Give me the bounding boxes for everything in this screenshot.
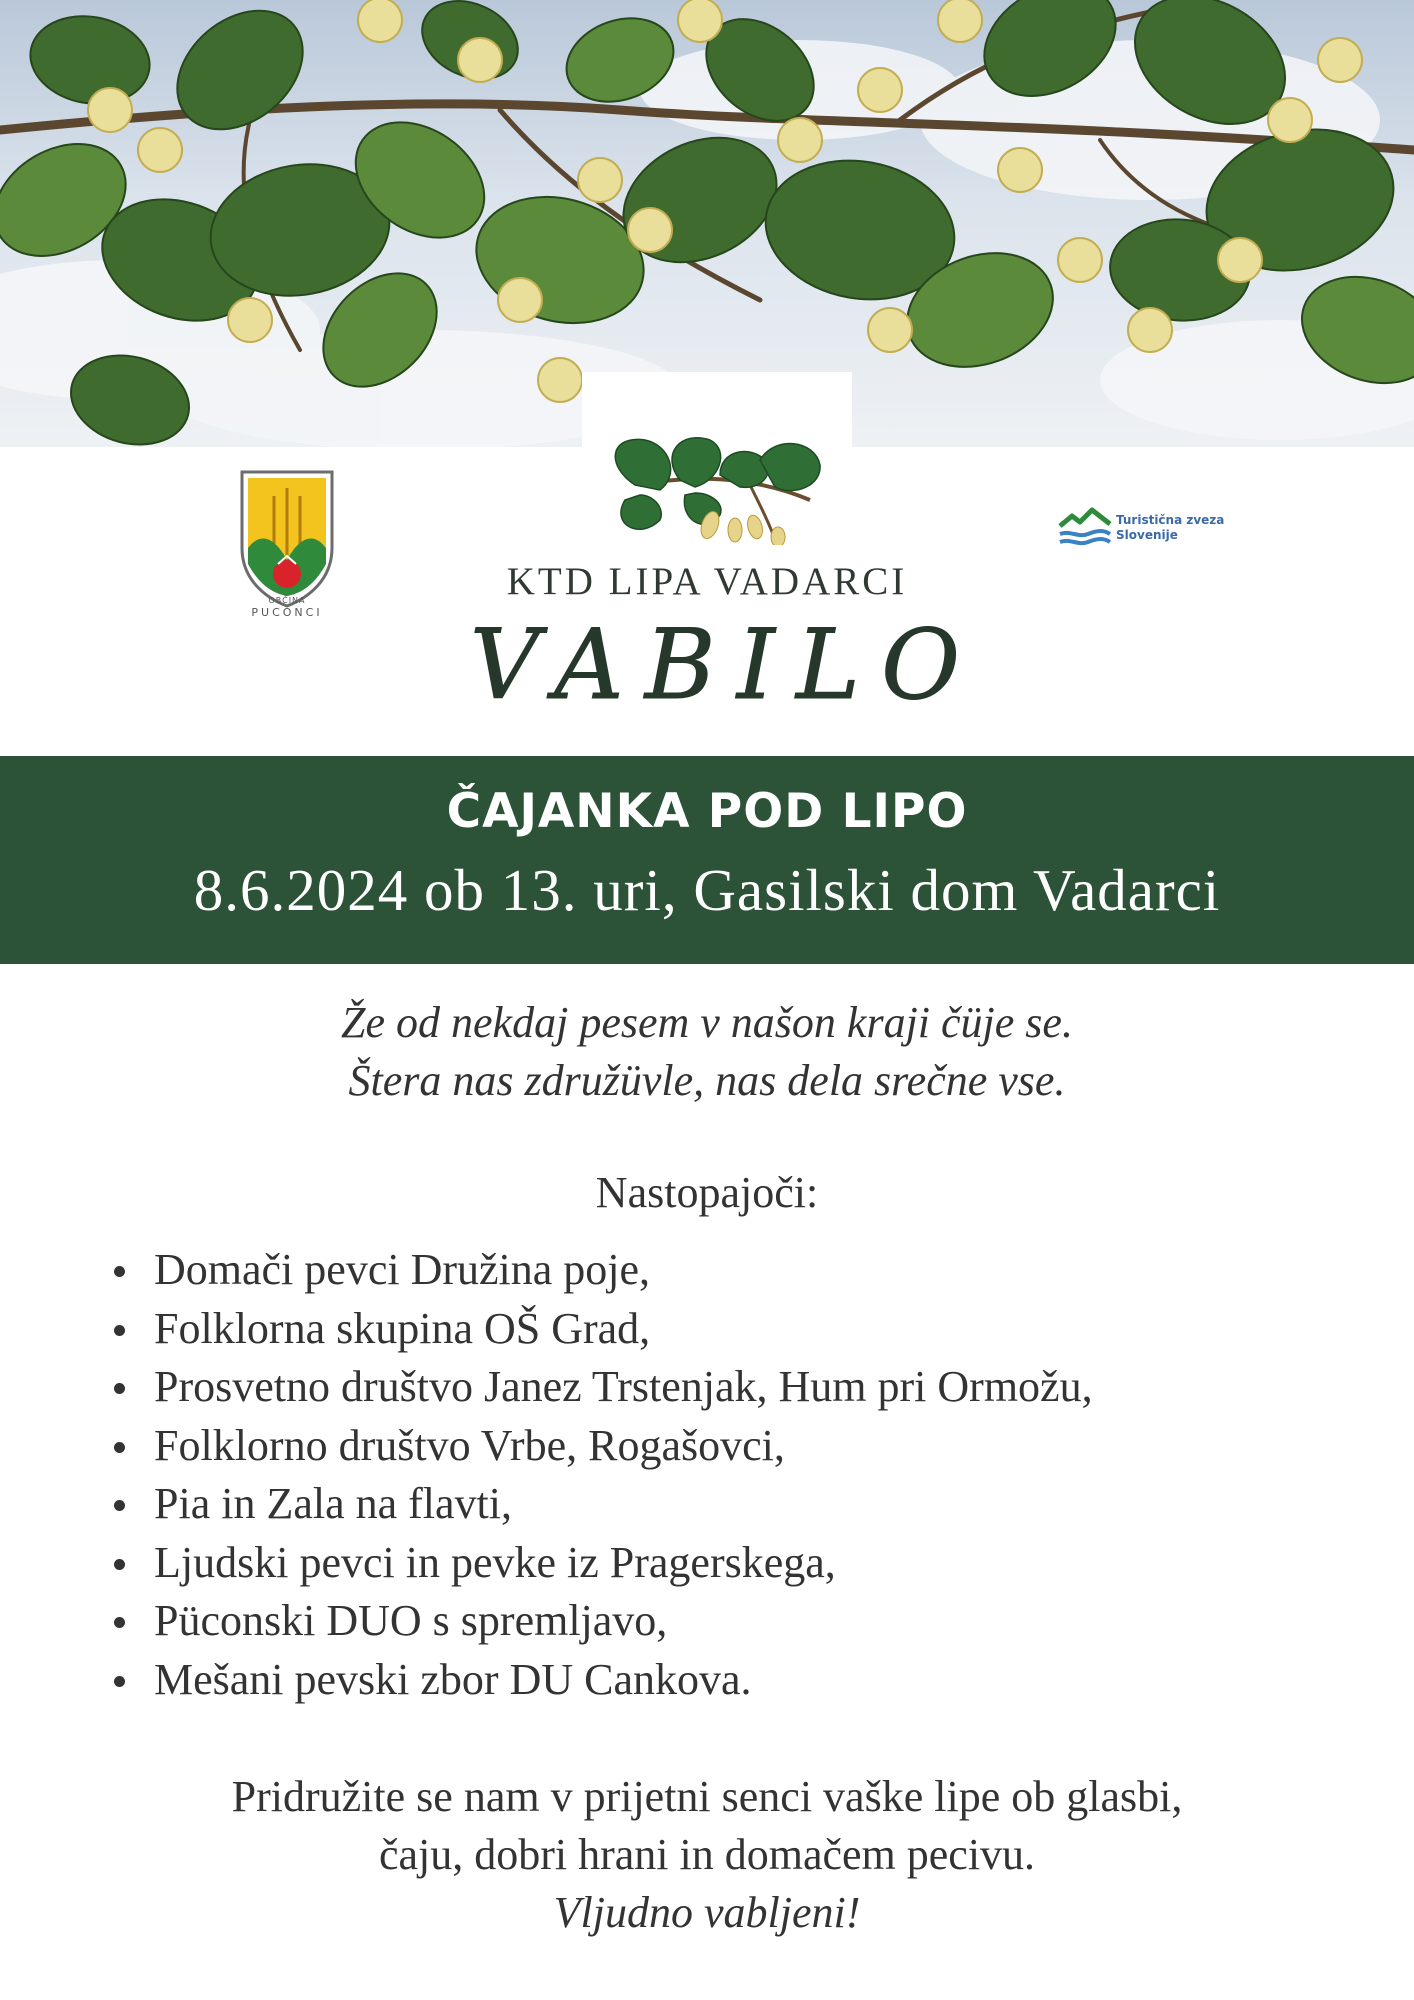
organization-name: KTD LIPA VADARCI	[506, 560, 908, 603]
hero-blossom	[538, 358, 582, 402]
event-banner	[0, 756, 1414, 964]
municipality-caption-bottom: PUCONCI	[251, 606, 323, 619]
hero-blossom	[138, 128, 182, 172]
tourism-association-logo	[1058, 504, 1268, 550]
closing-greeting: Vljudno vabljeni!	[553, 1888, 861, 1937]
closing-line-2: čaju, dobri hrani in domačem pecivu.	[378, 1830, 1036, 1879]
performer-item: Püconski DUO s spremljavo,	[154, 1592, 1093, 1651]
hero-blossom	[628, 208, 672, 252]
performer-item: Mešani pevski zbor DU Cankova.	[154, 1651, 1093, 1710]
hero-blossom	[868, 308, 912, 352]
verse-line-2: Štera nas združüvle, nas dela srečne vse.	[348, 1056, 1066, 1105]
hero-blossom	[1128, 308, 1172, 352]
closing-text	[0, 1768, 1414, 1942]
performer-item: Ljudski pevci in pevke iz Pragerskega,	[154, 1534, 1093, 1593]
hero-blossom	[358, 0, 402, 42]
performer-item: Domači pevci Družina poje,	[154, 1241, 1093, 1300]
invitation-title-text: VABILO	[470, 609, 960, 721]
hero-blossom	[938, 0, 982, 42]
verse-line-1: Že od nekdaj pesem v našon kraji čüje se.	[341, 998, 1073, 1047]
tourism-wave-icon	[1058, 504, 1112, 550]
closing-line-1: Pridružite se nam v prijetni senci vaške lipe ob glasbi,	[231, 1772, 1183, 1821]
event-name: ČAJANKA POD LIPO	[446, 784, 968, 839]
hero-leaf	[154, 0, 326, 154]
hero-blossom	[1318, 38, 1362, 82]
performers-heading: Nastopajoči:	[595, 1168, 819, 1217]
performer-item: Folklorna skupina OŠ Grad,	[154, 1300, 1093, 1359]
hero-blossom	[1218, 238, 1262, 282]
performer-item: Folklorno društvo Vrbe, Rogašovci,	[154, 1417, 1093, 1476]
hero-blossom	[578, 158, 622, 202]
performer-item: Pia in Zala na flavti,	[154, 1475, 1093, 1534]
invitation-title	[455, 606, 975, 726]
hero-leaf	[23, 7, 156, 113]
tourism-logo-line1: Turistična zveza	[1116, 513, 1225, 527]
hero-blossom	[998, 148, 1042, 192]
hero-blossom	[228, 298, 272, 342]
performers-list	[154, 1241, 1093, 1709]
performer-item: Prosvetno društvo Janez Trstenjak, Hum pri Ormožu,	[154, 1358, 1093, 1417]
hero-blossom	[458, 38, 502, 82]
hero-blossom	[88, 88, 132, 132]
hero-blossom	[858, 68, 902, 112]
tourism-logo-text	[1116, 513, 1224, 543]
hero-blossom	[1268, 98, 1312, 142]
tourism-logo-line2: Slovenije	[1116, 528, 1178, 542]
linden-leaf-logo-icon	[600, 425, 830, 545]
event-date-location: 8.6.2024 ob 13. uri, Gasilski dom Vadarci	[193, 857, 1221, 923]
municipality-caption-top: OBČINA	[268, 596, 306, 605]
hero-blossom	[498, 278, 542, 322]
verse	[0, 994, 1414, 1110]
hero-blossom	[1058, 238, 1102, 282]
hero-blossom	[678, 0, 722, 42]
hero-blossom	[778, 118, 822, 162]
